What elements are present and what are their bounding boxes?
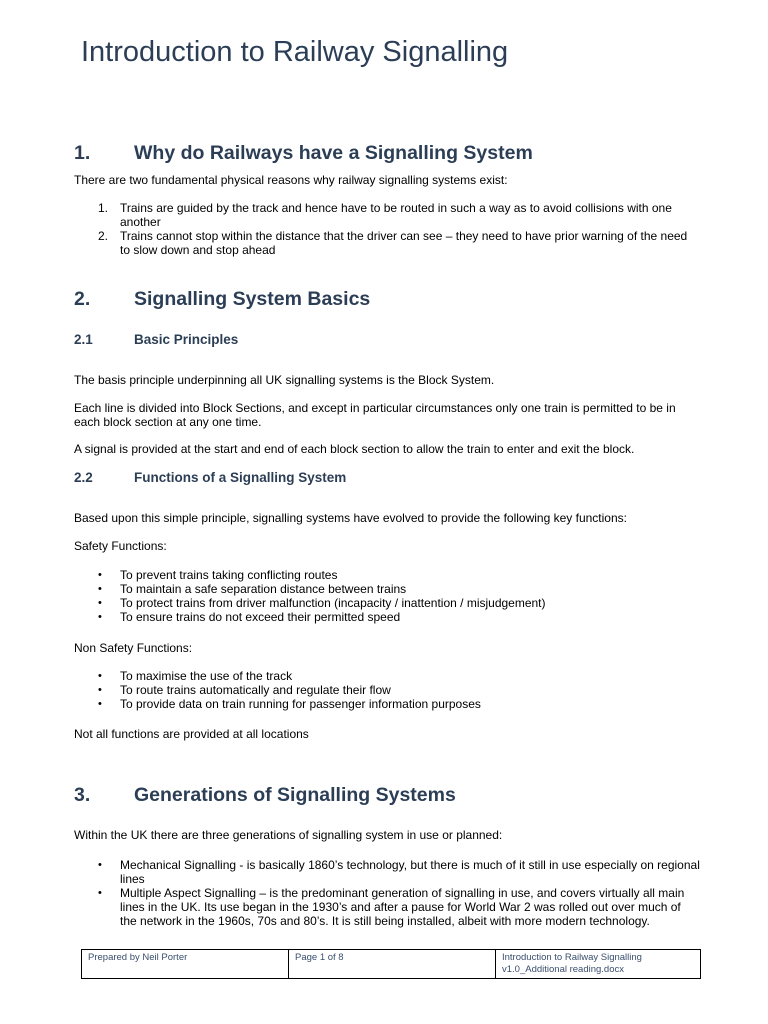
bullet-marker: • (98, 597, 102, 609)
subsection-title: Functions of a Signalling System (134, 470, 347, 485)
section-number: 1. (74, 142, 91, 164)
footer-document-info (496, 950, 700, 978)
generations-list (74, 858, 700, 928)
section-title: Generations of Signalling Systems (134, 784, 456, 806)
safety-functions-list (74, 568, 700, 624)
bullet-marker: • (98, 859, 102, 871)
list-item (74, 610, 700, 624)
paragraph: Each line is divided into Block Sections, and except in particular circumstances only one train is permitted to be in each block section at any one time. (74, 401, 676, 429)
list-item (74, 858, 700, 886)
list-item-text: To ensure trains do not exceed their permitted speed (120, 610, 401, 624)
bullet-marker: • (98, 583, 102, 595)
bullet-marker: • (98, 611, 102, 623)
document-title: Introduction to Railway Signalling (81, 36, 509, 68)
list-item (74, 669, 700, 683)
paragraph: A signal is provided at the start and end of each block section to allow the train to enter and exit the block. (74, 442, 635, 456)
footer-doc-file: v1.0_Additional reading.docx (502, 964, 625, 975)
bullet-marker: • (98, 569, 102, 581)
list-marker: 1. (98, 201, 109, 215)
paragraph: Within the UK there are three generations of signalling system in use or planned: (74, 828, 503, 842)
section-number: 3. (74, 784, 91, 806)
subsection-number: 2.1 (74, 332, 93, 347)
list-item (74, 568, 700, 582)
list-item (74, 886, 700, 928)
footer-page-number: Page 1 of 8 (289, 950, 496, 978)
list-item (74, 697, 700, 711)
non-safety-functions-list (74, 669, 700, 711)
list-item-text: To maintain a safe separation distance between trains (120, 582, 407, 596)
paragraph: Based upon this simple principle, signalling systems have evolved to provide the following key functions: (74, 511, 627, 525)
safety-functions-label: Safety Functions: (74, 539, 167, 553)
non-safety-functions-label: Non Safety Functions: (74, 641, 193, 655)
footer-doc-title: Introduction to Railway Signalling (502, 952, 642, 963)
page-footer (81, 949, 701, 979)
paragraph: There are two fundamental physical reasons why railway signalling systems exist: (74, 173, 508, 187)
list-item-text: To provide data on train running for passenger information purposes (120, 697, 481, 711)
bullet-marker: • (98, 684, 102, 696)
list-item-text: Mechanical Signalling - is basically 1860’s technology, but there is much of it still in use especially on regional lines (120, 858, 700, 886)
list-item-text: To protect trains from driver malfunction (incapacity / inattention / misjudgement) (120, 596, 546, 610)
list-item (74, 201, 700, 229)
list-item-text: Trains cannot stop within the distance that the driver can see – they need to have prior warning of the need to slow down and stop ahead (120, 229, 688, 257)
paragraph: Not all functions are provided at all locations (74, 727, 309, 741)
list-item-text: To maximise the use of the track (120, 669, 293, 683)
footer-prepared-by: Prepared by Neil Porter (82, 950, 289, 978)
subsection-title: Basic Principles (134, 332, 239, 347)
list-item-text: Trains are guided by the track and hence have to be routed in such a way as to avoid collisions with one another (120, 201, 672, 229)
section-number: 2. (74, 288, 91, 310)
list-item-text: To prevent trains taking conflicting routes (120, 568, 338, 582)
section-title: Signalling System Basics (134, 288, 371, 310)
list-item (74, 582, 700, 596)
numbered-list (74, 201, 700, 257)
bullet-marker: • (98, 698, 102, 710)
bullet-marker: • (98, 887, 102, 899)
list-item (74, 596, 700, 610)
section-title: Why do Railways have a Signalling System (134, 142, 533, 164)
list-item-text: Multiple Aspect Signalling – is the predominant generation of signalling in use, and covers virtually all main lines in the UK. Its use began in the 1930’s and after a pause for World War 2 was rolled out over much of the network in the 1960s, 70s and 80’s. It is still being installed, albeit with more modern technology. (120, 886, 685, 928)
bullet-marker: • (98, 670, 102, 682)
list-marker: 2. (98, 229, 109, 243)
list-item-text: To route trains automatically and regulate their flow (120, 683, 391, 697)
paragraph: The basis principle underpinning all UK signalling systems is the Block System. (74, 373, 495, 387)
list-item (74, 229, 700, 257)
list-item (74, 683, 700, 697)
subsection-number: 2.2 (74, 470, 93, 485)
